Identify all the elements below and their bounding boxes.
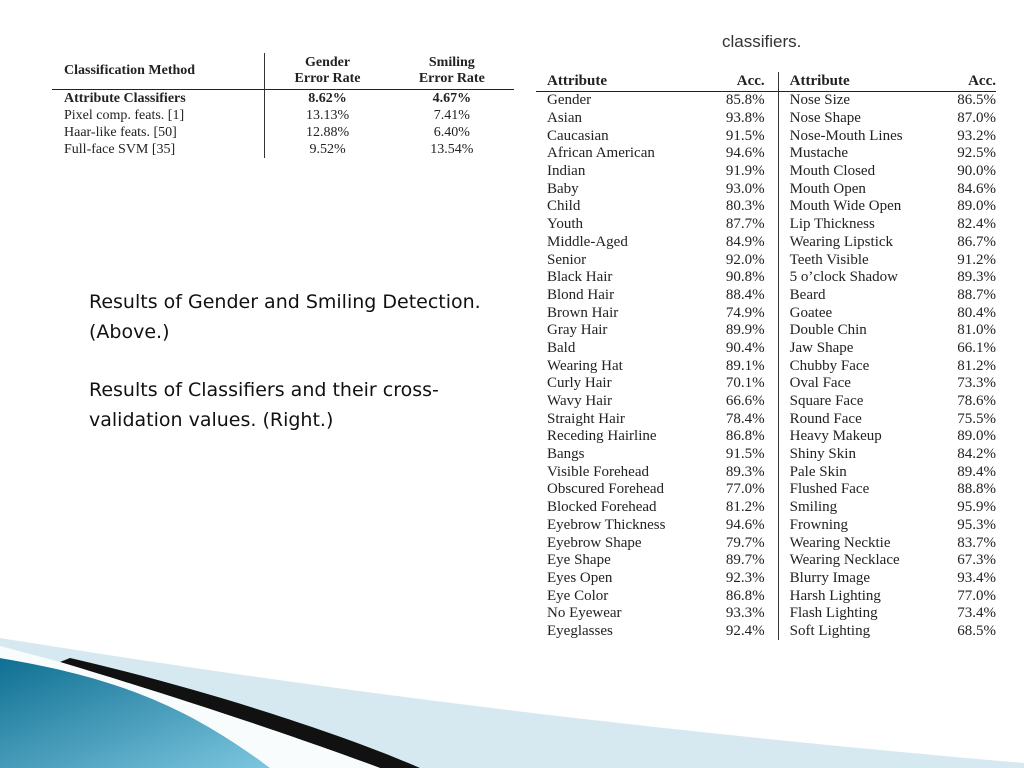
accuracy-cell: 79.7% [710, 534, 778, 552]
accuracy-cell: 81.2% [710, 499, 778, 517]
attribute-name-cell: Jaw Shape [789, 339, 854, 356]
accuracy-cell: 80.3% [710, 198, 778, 216]
attribute-name-cell: Frowning [789, 516, 849, 533]
attribute-row [536, 145, 996, 163]
header-smiling-line1: Smiling [428, 55, 475, 70]
attribute-row [536, 375, 996, 393]
attribute-name-cell: Gender [547, 92, 592, 109]
attribute-row [536, 322, 996, 340]
accuracy-cell: 84.9% [710, 234, 778, 252]
header-acc-1: Acc. [710, 72, 778, 92]
attribute-name-cell: Youth [547, 216, 583, 233]
attribute-name-cell: Nose Size [789, 92, 851, 109]
accuracy-cell: 84.6% [957, 180, 996, 197]
attribute-row [536, 92, 996, 110]
method-cell: Attribute Classifiers [52, 90, 265, 108]
attribute-name-cell: Oval Face [789, 375, 851, 392]
accuracy-cell: 86.8% [710, 587, 778, 605]
attribute-row [536, 180, 996, 198]
accuracy-cell: 80.4% [957, 304, 996, 321]
attribute-name-cell: Mouth Wide Open [789, 198, 902, 215]
accuracy-cell: 87.7% [710, 216, 778, 234]
accuracy-cell: 86.5% [957, 92, 996, 109]
accuracy-cell: 82.4% [957, 216, 996, 233]
attribute-name-cell: Bangs [547, 446, 585, 463]
gender-error-cell: 13.13% [305, 108, 350, 123]
attribute-name-cell: Wearing Hat [547, 357, 623, 374]
gender-error-cell: 12.88% [305, 125, 350, 140]
accuracy-cell: 89.7% [710, 552, 778, 570]
error-rate-table [52, 53, 514, 158]
accuracy-cell: 84.2% [957, 446, 996, 463]
attribute-name-cell: Visible Forehead [547, 463, 649, 480]
attribute-row [536, 463, 996, 481]
accuracy-cell: 88.4% [710, 287, 778, 305]
attribute-name-cell: Wearing Necklace [789, 552, 900, 569]
accuracy-cell: 74.9% [710, 304, 778, 322]
attribute-row [536, 216, 996, 234]
attribute-row [536, 304, 996, 322]
attribute-row [536, 605, 996, 623]
attribute-row [536, 393, 996, 411]
attribute-name-cell: Obscured Forehead [547, 481, 665, 498]
attribute-row [536, 251, 996, 269]
attribute-row [536, 552, 996, 570]
accuracy-cell: 95.3% [957, 516, 996, 533]
header-smiling-error-rate [390, 53, 514, 90]
error-rate-row [52, 141, 514, 158]
accuracy-cell: 91.9% [710, 163, 778, 181]
method-cell: Full-face SVM [35] [52, 141, 265, 158]
attribute-header-row [536, 72, 996, 92]
header-classification-method: Classification Method [52, 53, 265, 90]
gender-error-cell: 8.62% [308, 91, 347, 106]
accuracy-cell: 77.0% [710, 481, 778, 499]
accuracy-cell: 89.3% [710, 463, 778, 481]
attribute-row [536, 481, 996, 499]
attribute-row [536, 410, 996, 428]
attribute-name-cell: Double Chin [789, 322, 867, 339]
attribute-name-cell: Wearing Necktie [789, 534, 891, 551]
attribute-accuracy-table [536, 72, 996, 640]
accuracy-cell: 66.1% [957, 339, 996, 356]
accuracy-cell: 68.5% [957, 622, 996, 639]
attribute-row [536, 110, 996, 128]
accuracy-cell: 92.0% [710, 251, 778, 269]
accuracy-cell: 93.8% [710, 110, 778, 128]
accuracy-cell: 90.4% [710, 340, 778, 358]
header-gender-error-rate [265, 53, 390, 90]
attribute-name-cell: Indian [547, 163, 586, 180]
accuracy-cell: 89.9% [710, 322, 778, 340]
attribute-row [536, 534, 996, 552]
attribute-name-cell: Eye Shape [547, 552, 611, 569]
attribute-name-cell: Shiny Skin [789, 446, 856, 463]
error-rate-table-body [52, 90, 514, 159]
attribute-name-cell: Blocked Forehead [547, 499, 657, 516]
accuracy-cell: 87.0% [957, 110, 996, 127]
attribute-name-cell: No Eyewear [547, 605, 622, 622]
accuracy-cell: 88.8% [957, 481, 996, 498]
header-acc-2: Acc. [968, 73, 996, 89]
accuracy-cell: 83.7% [957, 534, 996, 551]
accuracy-cell: 66.6% [710, 393, 778, 411]
accuracy-cell: 86.7% [957, 233, 996, 250]
accuracy-cell: 93.0% [710, 180, 778, 198]
attribute-row [536, 517, 996, 535]
smiling-error-cell: 6.40% [433, 125, 470, 140]
attribute-name-cell: Child [547, 198, 581, 215]
accuracy-cell: 70.1% [710, 375, 778, 393]
attribute-name-cell: Receding Hairline [547, 428, 657, 445]
cropped-title-text: classifiers. [722, 32, 802, 48]
attribute-name-cell: Curly Hair [547, 375, 612, 392]
slide-caption [89, 287, 509, 463]
attribute-name-cell: Eyes Open [547, 569, 613, 586]
accuracy-cell: 90.8% [710, 269, 778, 287]
attribute-name-cell: African American [547, 145, 655, 162]
accuracy-cell: 89.0% [957, 428, 996, 445]
attribute-name-cell: Eyebrow Thickness [547, 516, 666, 533]
attribute-name-cell: Smiling [789, 499, 838, 516]
accuracy-cell: 77.0% [957, 587, 996, 604]
attribute-name-cell: Middle-Aged [547, 233, 628, 250]
method-cell: Haar-like feats. [50] [52, 124, 265, 141]
attribute-name-cell: Brown Hair [547, 304, 619, 321]
accuracy-cell: 81.2% [957, 357, 996, 374]
decorative-corner-swoosh [0, 638, 1024, 768]
attribute-name-cell: Lip Thickness [789, 216, 875, 233]
header-attribute-1: Attribute [547, 73, 607, 89]
accuracy-cell: 86.8% [710, 428, 778, 446]
accuracy-cell: 75.5% [957, 410, 996, 427]
attribute-name-cell: Nose Shape [789, 110, 861, 127]
attribute-name-cell: Caucasian [547, 127, 609, 144]
accuracy-cell: 91.2% [957, 251, 996, 268]
attribute-name-cell: Teeth Visible [789, 251, 869, 268]
header-gender-line2: Error Rate [294, 71, 361, 86]
accuracy-cell: 92.3% [710, 570, 778, 588]
attribute-row [536, 428, 996, 446]
attribute-row [536, 499, 996, 517]
attribute-name-cell: Beard [789, 286, 826, 303]
accuracy-cell: 78.4% [710, 410, 778, 428]
accuracy-cell: 92.5% [957, 145, 996, 162]
attribute-name-cell: Wearing Lipstick [789, 233, 894, 250]
smiling-error-cell: 7.41% [433, 108, 470, 123]
caption-right: Results of Classifiers and their cross-validation values. (Right.) [89, 379, 439, 431]
accuracy-cell: 67.3% [957, 552, 996, 569]
error-rate-row [52, 124, 514, 141]
accuracy-cell: 88.7% [957, 286, 996, 303]
gender-error-cell: 9.52% [309, 142, 346, 157]
accuracy-cell: 94.6% [710, 517, 778, 535]
attribute-name-cell: Gray Hair [547, 322, 608, 339]
attribute-name-cell: Goatee [789, 304, 833, 321]
accuracy-cell: 73.3% [957, 375, 996, 392]
attribute-row [536, 198, 996, 216]
attribute-name-cell: Flash Lighting [789, 605, 878, 622]
attribute-name-cell: Eyebrow Shape [547, 534, 642, 551]
attribute-row [536, 269, 996, 287]
attribute-name-cell: Chubby Face [789, 357, 870, 374]
attribute-row [536, 340, 996, 358]
accuracy-cell: 91.5% [710, 127, 778, 145]
accuracy-cell: 93.4% [957, 569, 996, 586]
accuracy-cell: 93.2% [957, 127, 996, 144]
attribute-name-cell: Mustache [789, 145, 848, 162]
attribute-name-cell: Round Face [789, 410, 862, 427]
attribute-row [536, 570, 996, 588]
accuracy-cell: 92.4% [710, 623, 778, 641]
attribute-name-cell: Wavy Hair [547, 393, 613, 410]
accuracy-cell: 89.0% [957, 198, 996, 215]
accuracy-cell: 85.8% [710, 92, 778, 110]
accuracy-cell: 81.0% [957, 322, 996, 339]
accuracy-cell: 89.1% [710, 357, 778, 375]
attribute-table-body [536, 92, 996, 641]
attribute-name-cell: Square Face [789, 393, 864, 410]
accuracy-cell: 78.6% [957, 393, 996, 410]
attribute-name-cell: Harsh Lighting [789, 587, 881, 604]
attribute-name-cell: Pale Skin [789, 463, 847, 480]
accuracy-cell: 93.3% [710, 605, 778, 623]
attribute-name-cell: Flushed Face [789, 481, 870, 498]
attribute-name-cell: Black Hair [547, 269, 613, 286]
attribute-name-cell: Mouth Open [789, 180, 866, 197]
error-rate-row [52, 107, 514, 124]
attribute-name-cell: Bald [547, 339, 576, 356]
caption-above: Results of Gender and Smiling Detection. (Above.) [89, 291, 481, 343]
accuracy-cell: 73.4% [957, 605, 996, 622]
attribute-name-cell: Heavy Makeup [789, 428, 882, 445]
attribute-name-cell: Soft Lighting [789, 622, 871, 639]
smiling-error-cell: 4.67% [432, 91, 472, 106]
attribute-row [536, 234, 996, 252]
header-gender-line1: Gender [304, 55, 351, 70]
attribute-row [536, 287, 996, 305]
attribute-name-cell: 5 o’clock Shadow [789, 269, 898, 286]
error-rate-header-row [52, 53, 514, 90]
attribute-name-cell: Blond Hair [547, 286, 615, 303]
attribute-name-cell: Baby [547, 180, 579, 197]
attribute-row [536, 163, 996, 181]
attribute-name-cell: Senior [547, 251, 587, 268]
attribute-row [536, 127, 996, 145]
header-attribute-2: Attribute [789, 73, 850, 89]
attribute-name-cell: Straight Hair [547, 410, 625, 427]
attribute-name-cell: Eyeglasses [547, 622, 613, 639]
accuracy-cell: 95.9% [957, 499, 996, 516]
accuracy-cell: 90.0% [957, 163, 996, 180]
attribute-row [536, 587, 996, 605]
error-rate-row [52, 90, 514, 108]
smiling-error-cell: 13.54% [430, 142, 474, 157]
cropped-table-title [722, 30, 842, 48]
accuracy-cell: 94.6% [710, 145, 778, 163]
attribute-row [536, 357, 996, 375]
method-cell: Pixel comp. feats. [1] [52, 107, 265, 124]
accuracy-cell: 89.4% [957, 463, 996, 480]
attribute-name-cell: Mouth Closed [789, 163, 876, 180]
attribute-name-cell: Asian [547, 110, 582, 127]
attribute-name-cell: Blurry Image [789, 569, 871, 586]
attribute-name-cell: Eye Color [547, 587, 609, 604]
accuracy-cell: 89.3% [957, 269, 996, 286]
attribute-name-cell: Nose-Mouth Lines [789, 127, 903, 144]
header-smiling-line2: Error Rate [418, 71, 485, 86]
accuracy-cell: 91.5% [710, 446, 778, 464]
attribute-row [536, 446, 996, 464]
